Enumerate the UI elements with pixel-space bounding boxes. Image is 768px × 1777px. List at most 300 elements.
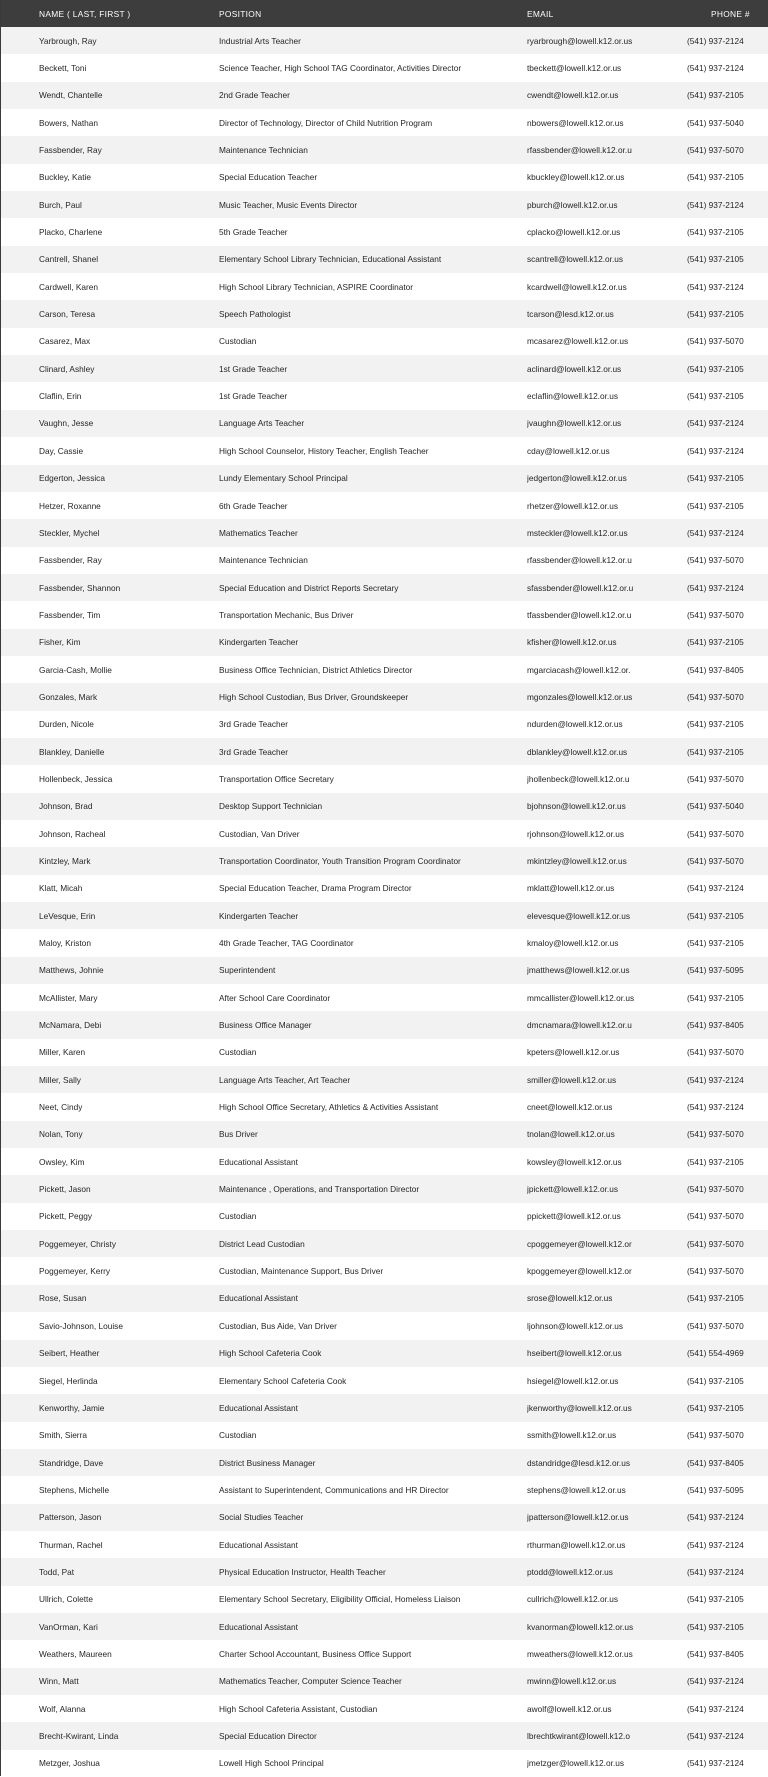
staff-email-link[interactable] bbox=[527, 82, 667, 109]
email-text[interactable]: mgonzales@lowell.k12.or.us bbox=[527, 691, 633, 702]
email-text[interactable]: dblankley@lowell.k12.or.us bbox=[527, 746, 628, 757]
staff-email-link[interactable] bbox=[527, 1695, 667, 1722]
staff-phone-cell: (541) 937-8405 bbox=[687, 664, 744, 675]
staff-email-link[interactable] bbox=[527, 957, 667, 984]
staff-email-link[interactable] bbox=[527, 656, 667, 683]
staff-email-link[interactable] bbox=[527, 738, 667, 765]
email-text[interactable]: jkenworthy@lowell.k12.or.us bbox=[527, 1402, 632, 1413]
staff-phone-cell: (541) 937-2105 bbox=[687, 500, 744, 511]
staff-name-cell: Steckler, Mychel bbox=[39, 527, 100, 538]
email-text[interactable]: ppickett@lowell.k12.or.us bbox=[527, 1211, 621, 1222]
staff-directory-table bbox=[1, 0, 768, 1777]
staff-position-cell: Bus Driver bbox=[219, 1129, 258, 1140]
staff-email-link[interactable] bbox=[527, 1093, 667, 1120]
staff-name-cell: Buckley, Katie bbox=[39, 172, 91, 183]
staff-phone-cell: (541) 937-2105 bbox=[687, 1293, 744, 1304]
staff-name-cell: Fassbender, Ray bbox=[39, 555, 102, 566]
staff-email-link[interactable] bbox=[527, 1613, 667, 1640]
staff-phone-cell: (541) 937-5070 bbox=[687, 1184, 744, 1195]
staff-position-cell: Business Office Manager bbox=[219, 1020, 312, 1031]
staff-phone-cell: (541) 937-5070 bbox=[687, 1211, 744, 1222]
staff-email-link[interactable] bbox=[527, 1558, 667, 1585]
email-text[interactable]: mcasarez@lowell.k12.or.us bbox=[527, 336, 629, 347]
email-text[interactable]: eclaflin@lowell.k12.or.us bbox=[527, 391, 618, 402]
email-text[interactable]: dstandridge@lesd.k12.or.us bbox=[527, 1457, 630, 1468]
staff-email-link[interactable] bbox=[527, 492, 667, 519]
staff-email-link[interactable] bbox=[527, 1312, 667, 1339]
staff-position-cell: Desktop Support Technician bbox=[219, 801, 323, 812]
email-text[interactable]: ssmith@lowell.k12.or.us bbox=[527, 1430, 617, 1441]
staff-email-link[interactable] bbox=[527, 820, 667, 847]
staff-position-cell: Science Teacher, High School TAG Coordinator, Activities Director bbox=[219, 63, 462, 74]
staff-email-link[interactable] bbox=[527, 1668, 667, 1695]
staff-email-link[interactable] bbox=[527, 929, 667, 956]
staff-email-link[interactable] bbox=[527, 328, 667, 355]
staff-phone-cell: (541) 937-5095 bbox=[687, 1484, 744, 1495]
table-row bbox=[1, 738, 768, 765]
email-text[interactable]: pburch@lowell.k12.or.us bbox=[527, 199, 618, 210]
staff-phone-cell: (541) 937-2105 bbox=[687, 1402, 744, 1413]
staff-phone-cell: (541) 937-2105 bbox=[687, 938, 744, 949]
staff-name-cell: Patterson, Jason bbox=[39, 1512, 102, 1523]
email-text[interactable]: ptodd@lowell.k12.or.us bbox=[527, 1566, 613, 1577]
staff-position-cell: Language Arts Teacher bbox=[219, 418, 305, 429]
staff-name-cell: Maloy, Kriston bbox=[39, 938, 91, 949]
table-row bbox=[1, 246, 768, 273]
staff-position-cell: Kindergarten Teacher bbox=[219, 637, 299, 648]
table-row bbox=[1, 1449, 768, 1476]
staff-phone-cell: (541) 937-2124 bbox=[687, 63, 744, 74]
table-row bbox=[1, 82, 768, 109]
staff-phone-cell: (541) 937-5070 bbox=[687, 1266, 744, 1277]
table-row bbox=[1, 601, 768, 628]
staff-phone-cell: (541) 937-8405 bbox=[687, 1648, 744, 1659]
staff-phone-cell: (541) 937-5070 bbox=[687, 555, 744, 566]
email-text[interactable]: rfassbender@lowell.k12.or.u bbox=[527, 145, 632, 156]
table-row bbox=[1, 1750, 768, 1777]
table-body bbox=[1, 27, 768, 1777]
staff-email-link[interactable] bbox=[527, 1722, 667, 1749]
email-text[interactable]: jpickett@lowell.k12.or.us bbox=[527, 1184, 618, 1195]
staff-email-link[interactable] bbox=[527, 902, 667, 929]
staff-position-cell: Custodian bbox=[219, 1047, 257, 1058]
staff-phone-cell: (541) 937-2124 bbox=[687, 883, 744, 894]
table-row bbox=[1, 847, 768, 874]
staff-phone-cell: (541) 937-5070 bbox=[687, 828, 744, 839]
email-text[interactable]: rjohnson@lowell.k12.or.us bbox=[527, 828, 624, 839]
staff-email-link[interactable] bbox=[527, 437, 667, 464]
staff-position-cell: Custodian, Bus Aide, Van Driver bbox=[219, 1320, 337, 1331]
email-text[interactable]: ryarbrough@lowell.k12.or.us bbox=[527, 35, 633, 46]
staff-email-link[interactable] bbox=[527, 1640, 667, 1667]
staff-position-cell: 6th Grade Teacher bbox=[219, 500, 288, 511]
table-row bbox=[1, 54, 768, 81]
staff-phone-cell: (541) 937-2105 bbox=[687, 363, 744, 374]
email-text[interactable]: cneet@lowell.k12.or.us bbox=[527, 1102, 613, 1113]
email-text[interactable]: nbowers@lowell.k12.or.us bbox=[527, 117, 624, 128]
staff-name-cell: Owsley, Kim bbox=[39, 1156, 85, 1167]
table-row bbox=[1, 1230, 768, 1257]
staff-name-cell: Poggemeyer, Kerry bbox=[39, 1266, 111, 1277]
email-text[interactable]: mkintzley@lowell.k12.or.us bbox=[527, 855, 627, 866]
table-row bbox=[1, 382, 768, 409]
email-text[interactable]: scantrell@lowell.k12.or.us bbox=[527, 254, 624, 265]
table-row bbox=[1, 136, 768, 163]
staff-name-cell: Matthews, Johnie bbox=[39, 965, 104, 976]
staff-name-cell: Pickett, Peggy bbox=[39, 1211, 93, 1222]
staff-name-cell: Weathers, Maureen bbox=[39, 1648, 112, 1659]
table-row bbox=[1, 1695, 768, 1722]
table-row bbox=[1, 300, 768, 327]
staff-email-link[interactable] bbox=[527, 1121, 667, 1148]
email-text[interactable]: tcarson@lesd.k12.or.us bbox=[527, 309, 614, 320]
staff-phone-cell: (541) 937-2124 bbox=[687, 1566, 744, 1577]
table-row bbox=[1, 793, 768, 820]
staff-name-cell: Todd, Pat bbox=[39, 1566, 75, 1577]
staff-email-link[interactable] bbox=[527, 984, 667, 1011]
staff-name-cell: Ullrich, Colette bbox=[39, 1594, 93, 1605]
email-text[interactable]: kbuckley@lowell.k12.or.us bbox=[527, 172, 625, 183]
email-text[interactable]: kcardwell@lowell.k12.or.us bbox=[527, 281, 627, 292]
table-row bbox=[1, 1285, 768, 1312]
table-row bbox=[1, 1148, 768, 1175]
staff-position-cell: Lowell High School Principal bbox=[219, 1758, 324, 1769]
staff-name-cell: Miller, Sally bbox=[39, 1074, 81, 1085]
staff-email-link[interactable] bbox=[527, 1476, 667, 1503]
staff-name-cell: Gonzales, Mark bbox=[39, 691, 98, 702]
staff-name-cell: Wolf, Alanna bbox=[39, 1703, 86, 1714]
staff-name-cell: Placko, Charlene bbox=[39, 227, 103, 238]
email-text[interactable]: hsiegel@lowell.k12.or.us bbox=[527, 1375, 619, 1386]
staff-position-cell: 2nd Grade Teacher bbox=[219, 90, 290, 101]
table-row bbox=[1, 1367, 768, 1394]
email-text[interactable]: awolf@lowell.k12.or.us bbox=[527, 1703, 612, 1714]
staff-phone-cell: (541) 937-2105 bbox=[687, 1375, 744, 1386]
email-text[interactable]: cwendt@lowell.k12.or.us bbox=[527, 90, 619, 101]
staff-email-link[interactable] bbox=[527, 1285, 667, 1312]
table-row bbox=[1, 1640, 768, 1667]
staff-name-cell: LeVesque, Erin bbox=[39, 910, 96, 921]
staff-position-cell: Director of Technology, Director of Child Nutrition Program bbox=[219, 117, 433, 128]
email-text[interactable]: kfisher@lowell.k12.or.us bbox=[527, 637, 617, 648]
staff-name-cell: Winn, Matt bbox=[39, 1676, 79, 1687]
staff-position-cell: Language Arts Teacher, Art Teacher bbox=[219, 1074, 351, 1085]
email-text[interactable]: lbrechtkwirant@lowell.k12.o bbox=[527, 1730, 630, 1741]
staff-email-link[interactable] bbox=[527, 1257, 667, 1284]
staff-name-cell: Vaughn, Jesse bbox=[39, 418, 94, 429]
email-text[interactable]: tnolan@lowell.k12.or.us bbox=[527, 1129, 615, 1140]
staff-phone-cell: (541) 937-2124 bbox=[687, 1676, 744, 1687]
staff-position-cell: 5th Grade Teacher bbox=[219, 227, 288, 238]
staff-phone-cell: (541) 937-2105 bbox=[687, 391, 744, 402]
staff-phone-cell: (541) 937-2124 bbox=[687, 1703, 744, 1714]
table-row bbox=[1, 1175, 768, 1202]
table-row bbox=[1, 519, 768, 546]
staff-phone-cell: (541) 937-2105 bbox=[687, 1621, 744, 1632]
staff-position-cell: Social Studies Teacher bbox=[219, 1512, 304, 1523]
staff-name-cell: Stephens, Michelle bbox=[39, 1484, 110, 1495]
table-row bbox=[1, 109, 768, 136]
email-text[interactable]: rthurman@lowell.k12.or.us bbox=[527, 1539, 626, 1550]
staff-position-cell: Educational Assistant bbox=[219, 1293, 298, 1304]
staff-name-cell: Miller, Karen bbox=[39, 1047, 86, 1058]
staff-email-link[interactable] bbox=[527, 191, 667, 218]
staff-name-cell: Day, Cassie bbox=[39, 445, 84, 456]
staff-name-cell: Savio-Johnson, Louise bbox=[39, 1320, 123, 1331]
staff-position-cell: 1st Grade Teacher bbox=[219, 391, 288, 402]
staff-email-link[interactable] bbox=[527, 1340, 667, 1367]
staff-email-link[interactable] bbox=[527, 54, 667, 81]
email-text[interactable]: jmetzger@lowell.k12.or.us bbox=[527, 1758, 624, 1769]
staff-email-link[interactable] bbox=[527, 1586, 667, 1613]
email-text[interactable]: srose@lowell.k12.or.us bbox=[527, 1293, 613, 1304]
staff-phone-cell: (541) 937-2124 bbox=[687, 582, 744, 593]
staff-position-cell: District Lead Custodian bbox=[219, 1238, 305, 1249]
email-text[interactable]: mgarciacash@lowell.k12.or. bbox=[527, 664, 631, 675]
email-text[interactable]: ljohnson@lowell.k12.or.us bbox=[527, 1320, 624, 1331]
staff-phone-cell: (541) 937-2105 bbox=[687, 746, 744, 757]
staff-position-cell: Physical Education Instructor, Health Teacher bbox=[219, 1566, 386, 1577]
email-text[interactable]: jedgerton@lowell.k12.or.us bbox=[527, 473, 627, 484]
staff-name-cell: Hetzer, Roxanne bbox=[39, 500, 101, 511]
table-row bbox=[1, 1613, 768, 1640]
staff-name-cell: Siegel, Herlinda bbox=[39, 1375, 98, 1386]
staff-position-cell: Elementary School Library Technician, Educational Assistant bbox=[219, 254, 442, 265]
staff-email-link[interactable] bbox=[527, 1422, 667, 1449]
email-text[interactable]: mmcallister@lowell.k12.or.us bbox=[527, 992, 635, 1003]
email-text[interactable]: tbeckett@lowell.k12.or.us bbox=[527, 63, 622, 74]
table-row bbox=[1, 1586, 768, 1613]
table-row bbox=[1, 574, 768, 601]
staff-name-cell: Cantrell, Shanel bbox=[39, 254, 99, 265]
staff-position-cell: Custodian bbox=[219, 336, 257, 347]
staff-email-link[interactable] bbox=[527, 27, 667, 54]
staff-email-link[interactable] bbox=[527, 1066, 667, 1093]
staff-phone-cell: (541) 937-5070 bbox=[687, 609, 744, 620]
staff-name-cell: McAllister, Mary bbox=[39, 992, 98, 1003]
staff-name-cell: Edgerton, Jessica bbox=[39, 473, 105, 484]
staff-email-link[interactable] bbox=[527, 683, 667, 710]
staff-position-cell: Educational Assistant bbox=[219, 1539, 298, 1550]
staff-position-cell: Charter School Accountant, Business Office Support bbox=[219, 1648, 412, 1659]
staff-email-link[interactable] bbox=[527, 793, 667, 820]
email-text[interactable]: jmatthews@lowell.k12.or.us bbox=[527, 965, 630, 976]
table-row bbox=[1, 410, 768, 437]
staff-email-link[interactable] bbox=[527, 109, 667, 136]
table-row bbox=[1, 683, 768, 710]
staff-email-link[interactable] bbox=[527, 1394, 667, 1421]
staff-email-link[interactable] bbox=[527, 1531, 667, 1558]
staff-email-link[interactable] bbox=[527, 273, 667, 300]
email-text[interactable]: hseibert@lowell.k12.or.us bbox=[527, 1348, 622, 1359]
email-text[interactable]: kpeters@lowell.k12.or.us bbox=[527, 1047, 620, 1058]
staff-email-link[interactable] bbox=[527, 355, 667, 382]
email-text[interactable]: kowsley@lowell.k12.or.us bbox=[527, 1156, 622, 1167]
staff-phone-cell: (541) 937-8405 bbox=[687, 1457, 744, 1468]
table-row bbox=[1, 191, 768, 218]
staff-phone-cell: (541) 937-5070 bbox=[687, 336, 744, 347]
staff-phone-cell: (541) 937-2105 bbox=[687, 992, 744, 1003]
email-text[interactable]: kmaloy@lowell.k12.or.us bbox=[527, 938, 619, 949]
staff-email-link[interactable] bbox=[527, 574, 667, 601]
staff-position-cell: High School Office Secretary, Athletics & Activities Assistant bbox=[219, 1102, 439, 1113]
staff-phone-cell: (541) 937-2105 bbox=[687, 1594, 744, 1605]
staff-position-cell: Kindergarten Teacher bbox=[219, 910, 299, 921]
staff-position-cell: Maintenance Technician bbox=[219, 145, 308, 156]
staff-position-cell: Lundy Elementary School Principal bbox=[219, 473, 348, 484]
staff-name-cell: VanOrman, Kari bbox=[39, 1621, 98, 1632]
email-text[interactable]: mwinn@lowell.k12.or.us bbox=[527, 1676, 617, 1687]
staff-phone-cell: (541) 937-5070 bbox=[687, 1238, 744, 1249]
staff-email-link[interactable] bbox=[527, 1504, 667, 1531]
email-text[interactable]: jhollenbeck@lowell.k12.or.u bbox=[527, 773, 630, 784]
email-text[interactable]: rhetzer@lowell.k12.or.us bbox=[527, 500, 618, 511]
table-row bbox=[1, 1312, 768, 1339]
staff-email-link[interactable] bbox=[527, 875, 667, 902]
staff-name-cell: Pickett, Jason bbox=[39, 1184, 91, 1195]
staff-email-link[interactable] bbox=[527, 547, 667, 574]
staff-name-cell: Thurman, Rachel bbox=[39, 1539, 103, 1550]
staff-name-cell: Poggemeyer, Christy bbox=[39, 1238, 117, 1249]
table-row bbox=[1, 218, 768, 245]
table-row bbox=[1, 1722, 768, 1749]
staff-phone-cell: (541) 937-2124 bbox=[687, 199, 744, 210]
email-text[interactable]: smiller@lowell.k12.or.us bbox=[527, 1074, 617, 1085]
staff-position-cell: Custodian, Van Driver bbox=[219, 828, 300, 839]
staff-email-link[interactable] bbox=[527, 711, 667, 738]
table-row bbox=[1, 1121, 768, 1148]
email-text[interactable]: cullrich@lowell.k12.or.us bbox=[527, 1594, 618, 1605]
email-text[interactable]: ndurden@lowell.k12.or.us bbox=[527, 719, 623, 730]
staff-phone-cell: (541) 937-2105 bbox=[687, 90, 744, 101]
staff-email-link[interactable] bbox=[527, 519, 667, 546]
staff-phone-cell: (541) 937-2105 bbox=[687, 227, 744, 238]
table-row bbox=[1, 1257, 768, 1284]
email-text[interactable]: cday@lowell.k12.or.us bbox=[527, 445, 610, 456]
staff-email-link[interactable] bbox=[527, 218, 667, 245]
table-row bbox=[1, 27, 768, 54]
staff-phone-cell: (541) 937-2105 bbox=[687, 637, 744, 648]
header-email: EMAIL bbox=[527, 8, 554, 19]
email-text[interactable]: stephens@lowell.k12.or.us bbox=[527, 1484, 626, 1495]
staff-position-cell: Elementary School Cafeteria Cook bbox=[219, 1375, 347, 1386]
staff-phone-cell: (541) 937-2124 bbox=[687, 1074, 744, 1085]
email-text[interactable]: rfassbender@lowell.k12.or.u bbox=[527, 555, 632, 566]
staff-email-link[interactable] bbox=[527, 629, 667, 656]
email-text[interactable]: bjohnson@lowell.k12.or.us bbox=[527, 801, 626, 812]
staff-email-link[interactable] bbox=[527, 465, 667, 492]
staff-phone-cell: (541) 937-5070 bbox=[687, 855, 744, 866]
staff-name-cell: Standridge, Dave bbox=[39, 1457, 104, 1468]
email-text[interactable]: tfassbender@lowell.k12.or.u bbox=[527, 609, 632, 620]
staff-phone-cell: (541) 937-2124 bbox=[687, 1102, 744, 1113]
table-row bbox=[1, 1422, 768, 1449]
staff-position-cell: High School Library Technician, ASPIRE Coordinator bbox=[219, 281, 414, 292]
staff-email-link[interactable] bbox=[527, 1039, 667, 1066]
table-row bbox=[1, 1093, 768, 1120]
table-row bbox=[1, 1668, 768, 1695]
table-row bbox=[1, 1394, 768, 1421]
staff-email-link[interactable] bbox=[527, 1449, 667, 1476]
staff-phone-cell: (541) 937-2105 bbox=[687, 719, 744, 730]
staff-email-link[interactable] bbox=[527, 1203, 667, 1230]
email-text[interactable]: aclinard@lowell.k12.or.us bbox=[527, 363, 622, 374]
email-text[interactable]: jpatterson@lowell.k12.or.us bbox=[527, 1512, 629, 1523]
email-text[interactable]: mklatt@lowell.k12.or.us bbox=[527, 883, 615, 894]
staff-position-cell: Mathematics Teacher, Computer Science Teacher bbox=[219, 1676, 402, 1687]
staff-phone-cell: (541) 937-2105 bbox=[687, 473, 744, 484]
staff-email-link[interactable] bbox=[527, 1148, 667, 1175]
email-text[interactable]: elevesque@lowell.k12.or.us bbox=[527, 910, 630, 921]
staff-email-link[interactable] bbox=[527, 601, 667, 628]
staff-position-cell: Transportation Coordinator, Youth Transition Program Coordinator bbox=[219, 855, 461, 866]
staff-position-cell: After School Care Coordinator bbox=[219, 992, 331, 1003]
staff-email-link[interactable] bbox=[527, 164, 667, 191]
staff-phone-cell: (541) 937-5070 bbox=[687, 691, 744, 702]
staff-position-cell: Educational Assistant bbox=[219, 1156, 298, 1167]
staff-email-link[interactable] bbox=[527, 1367, 667, 1394]
table-row bbox=[1, 656, 768, 683]
staff-name-cell: Hollenbeck, Jessica bbox=[39, 773, 113, 784]
staff-email-link[interactable] bbox=[527, 410, 667, 437]
staff-position-cell: District Business Manager bbox=[219, 1457, 316, 1468]
table-row bbox=[1, 1531, 768, 1558]
staff-email-link[interactable] bbox=[527, 765, 667, 792]
staff-position-cell: Transportation Office Secretary bbox=[219, 773, 334, 784]
staff-email-link[interactable] bbox=[527, 300, 667, 327]
staff-name-cell: Bowers, Nathan bbox=[39, 117, 99, 128]
staff-position-cell: Speech Pathologist bbox=[219, 309, 291, 320]
table-row bbox=[1, 465, 768, 492]
staff-name-cell: Wendt, Chantelle bbox=[39, 90, 103, 101]
staff-position-cell: Maintenance , Operations, and Transportation Director bbox=[219, 1184, 420, 1195]
table-row bbox=[1, 547, 768, 574]
email-text[interactable]: mweathers@lowell.k12.or.us bbox=[527, 1648, 633, 1659]
staff-phone-cell: (541) 937-2124 bbox=[687, 1539, 744, 1550]
staff-email-link[interactable] bbox=[527, 847, 667, 874]
email-text[interactable]: sfassbender@lowell.k12.or.u bbox=[527, 582, 634, 593]
staff-phone-cell: (541) 937-2124 bbox=[687, 1512, 744, 1523]
email-text[interactable]: kvanorman@lowell.k12.or.us bbox=[527, 1621, 634, 1632]
email-text[interactable]: msteckler@lowell.k12.or.us bbox=[527, 527, 628, 538]
staff-position-cell: Music Teacher, Music Events Director bbox=[219, 199, 358, 210]
staff-phone-cell: (541) 937-5095 bbox=[687, 965, 744, 976]
staff-email-link[interactable] bbox=[527, 1750, 667, 1777]
staff-email-link[interactable] bbox=[527, 1175, 667, 1202]
staff-name-cell: Fassbender, Ray bbox=[39, 145, 102, 156]
staff-email-link[interactable] bbox=[527, 1230, 667, 1257]
staff-position-cell: High School Counselor, History Teacher, English Teacher bbox=[219, 445, 429, 456]
email-text[interactable]: cplacko@lowell.k12.or.us bbox=[527, 227, 621, 238]
staff-name-cell: Johnson, Racheal bbox=[39, 828, 106, 839]
staff-phone-cell: (541) 937-5070 bbox=[687, 1320, 744, 1331]
email-text[interactable]: jvaughn@lowell.k12.or.us bbox=[527, 418, 622, 429]
table-row bbox=[1, 1039, 768, 1066]
staff-email-link[interactable] bbox=[527, 246, 667, 273]
email-text[interactable]: kpoggemeyer@lowell.k12.or bbox=[527, 1266, 632, 1277]
email-text[interactable]: cpoggemeyer@lowell.k12.or bbox=[527, 1238, 632, 1249]
staff-position-cell: Special Education Director bbox=[219, 1730, 317, 1741]
staff-email-link[interactable] bbox=[527, 1011, 667, 1038]
staff-name-cell: Kintzley, Mark bbox=[39, 855, 91, 866]
staff-email-link[interactable] bbox=[527, 382, 667, 409]
staff-position-cell: Educational Assistant bbox=[219, 1402, 298, 1413]
header-position: POSITION bbox=[219, 8, 262, 19]
staff-email-link[interactable] bbox=[527, 136, 667, 163]
staff-name-cell: Durden, Nicole bbox=[39, 719, 94, 730]
email-text[interactable]: dmcnamara@lowell.k12.or.u bbox=[527, 1020, 632, 1031]
table-row bbox=[1, 355, 768, 382]
